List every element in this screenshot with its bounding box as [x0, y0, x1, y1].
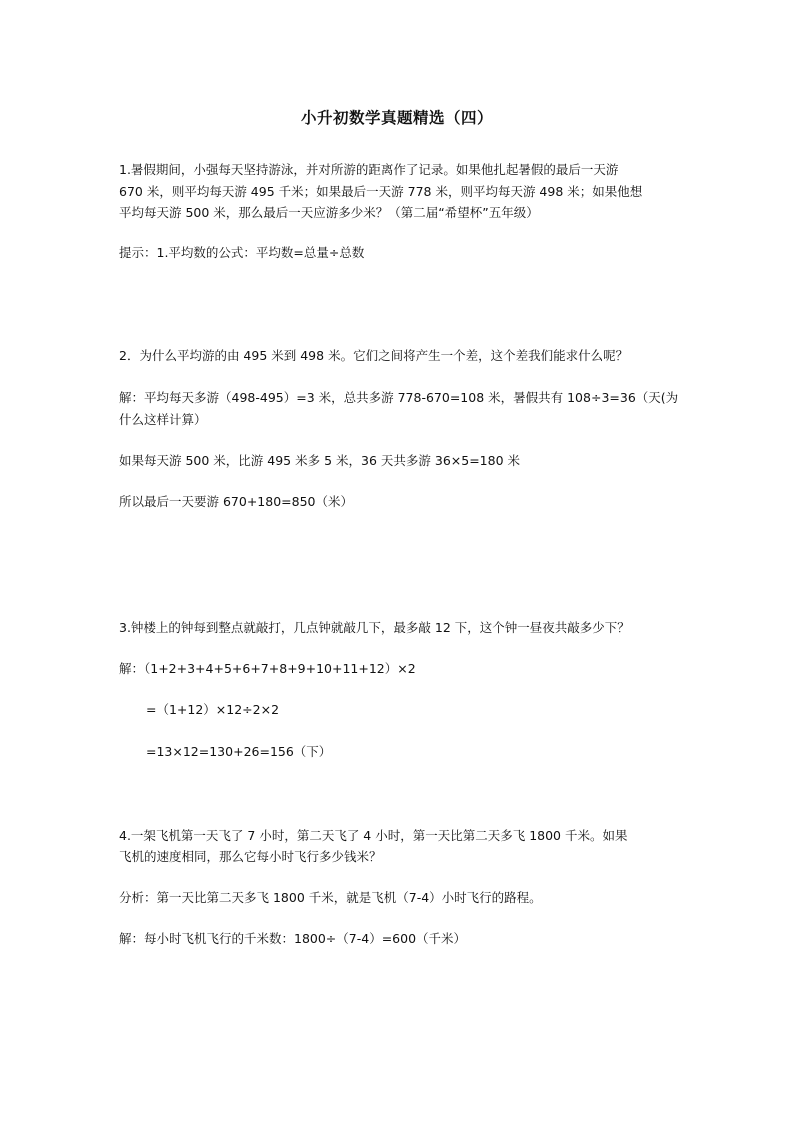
q4-line-1: 4.一架飞机第一天飞了 7 小时，第二天飞了 4 小时，第一天比第二天多飞 1800 千米。如果	[119, 828, 628, 843]
q1-line-1: 1.暑假期间，小强每天坚持游泳，并对所游的距离作了记录。如果他扎起暑假的最后一天游	[119, 162, 619, 177]
q2-solution-line-4: 所以最后一天要游 670+180=850（米）	[119, 494, 353, 509]
q2-solution-line-3: 如果每天游 500 米，比游 495 米多 5 米，36 天共多游 36×5=180 米	[119, 453, 521, 468]
q4-analysis: 分析：第一天比第二天多飞 1800 千米，就是飞机（7-4）小时飞行的路程。	[119, 890, 542, 905]
q2-solution-line-2: 什么这样计算）	[119, 412, 207, 427]
q3-solution-line-2: =（1+12）×12÷2×2	[146, 702, 280, 717]
q1-line-2: 670 米，则平均每天游 495 千米；如果最后一天游 778 米，则平均每天游 498 米；如果他想	[119, 184, 643, 199]
q3-solution-line-1: 解：（1+2+3+4+5+6+7+8+9+10+11+12）×2	[119, 661, 416, 676]
q4-line-2: 飞机的速度相同，那么它每小时飞行多少钱米？	[119, 849, 382, 864]
page-title: 小升初数学真题精选（四）	[300, 109, 493, 127]
q1-hint: 提示：1.平均数的公式：平均数=总量÷总数	[119, 245, 365, 260]
q3-question: 3.钟楼上的钟每到整点就敲打，几点钟就敲几下，最多敲 12 下，这个钟一昼夜共敲多少下？	[119, 620, 630, 635]
q2-solution-line-1: 解：平均每天多游（498-495）=3 米，总共多游 778-670=108 米，暑假共有 108÷3=36（天(为	[119, 390, 679, 405]
q4-solution: 解：每小时飞机飞行的千米数：1800÷（7-4）=600（千米）	[119, 931, 467, 946]
q2-question: 2．为什么平均游的由 495 米到 498 米。它们之间将产生一个差，这个差我们能求什么呢？	[119, 348, 629, 363]
q1-line-3: 平均每天游 500 米，那么最后一天应游多少米？（第二届“希望杯”五年级）	[119, 205, 539, 220]
q3-solution-line-3: =13×12=130+26=156（下）	[146, 744, 332, 759]
